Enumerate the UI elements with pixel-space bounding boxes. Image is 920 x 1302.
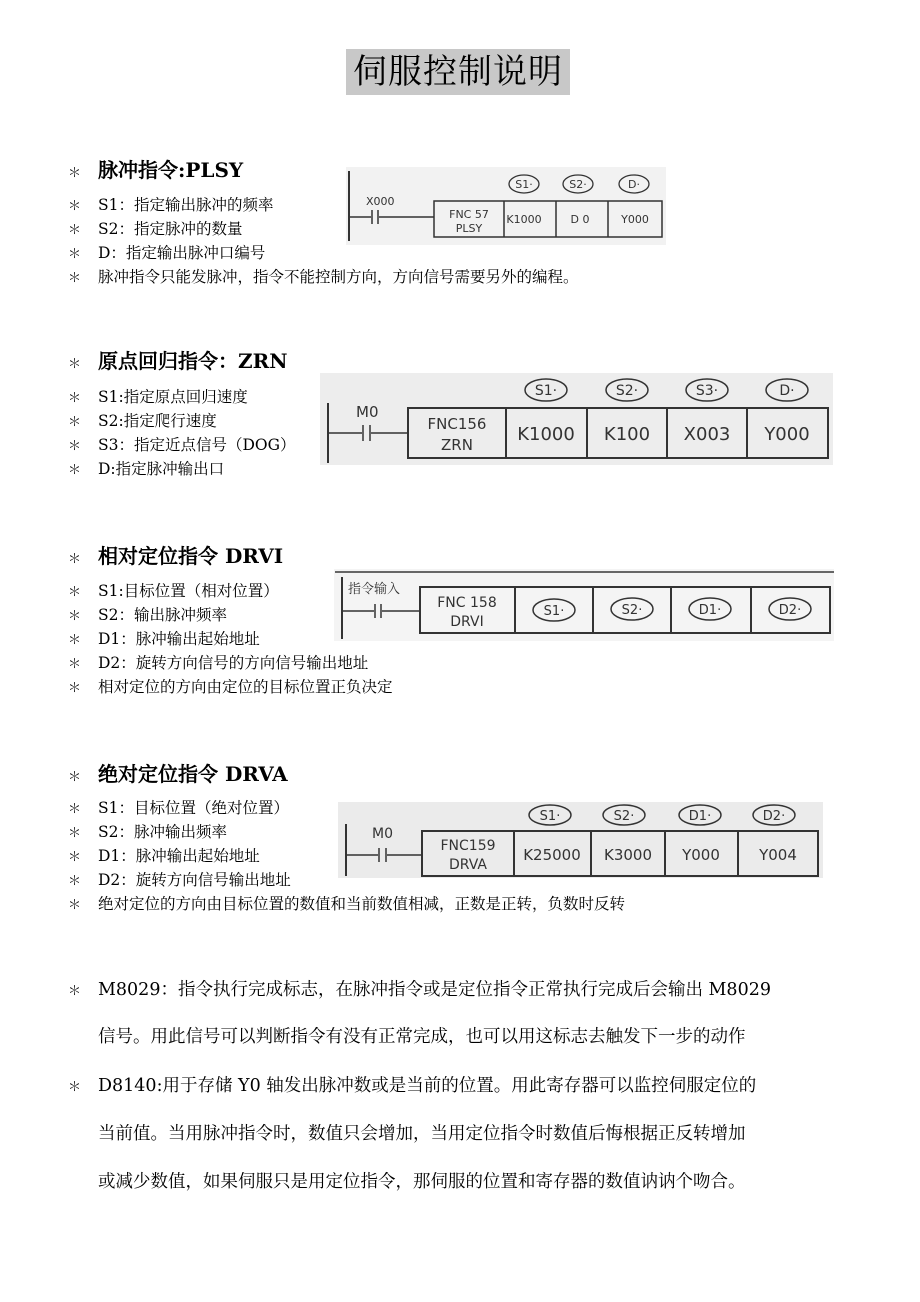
operand-tag: D2· (778, 603, 802, 618)
instruction-name: DRVI (450, 614, 484, 630)
section-heading-plsy: ＊ 脉冲指令:PLSY (68, 157, 243, 187)
bullet-icon: ＊ (68, 850, 82, 865)
fnc-code: FNC 57 (449, 208, 489, 221)
operand-tag: D· (628, 178, 640, 191)
bullet-icon: ＊ (68, 415, 82, 430)
operand-tag: D· (779, 383, 795, 399)
section-heading-zrn: ＊ 原点回归指令：ZRN (68, 348, 288, 378)
fnc-code: FNC159 (440, 838, 496, 854)
bullet-icon: ＊ (68, 657, 82, 672)
bullet-icon: ＊ (68, 223, 82, 238)
section-heading-drvi: ＊ 相对定位指令 DRVI (68, 543, 283, 573)
operand-value: K25000 (523, 846, 581, 864)
operand-tag: D1· (698, 603, 722, 618)
operand-tag: S1· (543, 604, 565, 619)
operand-value: X003 (683, 424, 731, 445)
bullet-icon: ＊ (68, 585, 82, 600)
operand-value: Y000 (621, 213, 649, 226)
operand-tag: S2· (569, 178, 587, 191)
operand-tag: D2· (762, 809, 786, 824)
list-item: ＊ S1:目标位置（相对位置） (68, 581, 279, 603)
operand-tag: S1· (515, 178, 533, 191)
list-item: ＊ D:指定脉冲输出口 (68, 459, 224, 481)
operand-value: Y004 (759, 846, 797, 864)
note-m8029-cont: 信号。用此信号可以判断指令有没有正常完成，也可以用这标志去触发下一步的动作 (98, 1027, 746, 1047)
section-heading-drva: ＊ 绝对定位指令 DRVA (68, 761, 288, 791)
list-item: ＊ D：指定输出脉冲口编号 (68, 243, 265, 265)
bullet-icon: ＊ (68, 770, 82, 785)
note-d8140-cont: 或减少数值，如果伺服只是用定位指令，那伺服的位置和寄存器的数值讷讷个吻合。 (98, 1172, 746, 1192)
bullet-icon: ＊ (68, 391, 82, 406)
operand-value: Y000 (764, 424, 810, 445)
operand-tag: S1· (539, 809, 561, 824)
bullet-icon: ＊ (68, 247, 82, 262)
ladder-diagram-zrn (320, 373, 833, 465)
operand-tag: S2· (615, 383, 639, 399)
operand-tag: D1· (688, 809, 712, 824)
bullet-icon: ＊ (68, 609, 82, 624)
list-item: ＊ S1：指定输出脉冲的频率 (68, 195, 273, 217)
list-item: ＊ S2：脉冲输出频率 (68, 822, 227, 844)
operand-value: Y000 (682, 846, 720, 864)
fnc-code: FNC156 (427, 415, 487, 433)
operand-value: K1000 (517, 424, 575, 445)
contact-label: X000 (366, 195, 395, 208)
bullet-icon: ＊ (68, 166, 82, 181)
list-item: ＊ S1:指定原点回归速度 (68, 387, 248, 409)
bullet-icon: ＊ (68, 681, 82, 696)
page-title: 伺服控制说明 (346, 49, 570, 95)
note-d8140-cont: 当前值。当用脉冲指令时，数值只会增加，当用定位指令时数值后悔根据正反转增加 (98, 1124, 746, 1144)
list-item: ＊ D1：脉冲输出起始地址 (68, 629, 260, 651)
list-item: ＊ S2：输出脉冲频率 (68, 605, 227, 627)
list-item: ＊ D2：旋转方向信号的方向信号输出地址 (68, 653, 368, 675)
note-d8140: ＊ D8140:用于存储 Y0 轴发出脉冲数或是当前的位置。用此寄存器可以监控伺服定位的 (68, 1076, 757, 1096)
bullet-icon: ＊ (68, 633, 82, 648)
bullet-icon: ＊ (68, 826, 82, 841)
list-item: ＊ 相对定位的方向由定位的目标位置正负决定 (68, 677, 393, 699)
bullet-icon: ＊ (68, 874, 82, 889)
ladder-diagram-drva (338, 802, 823, 878)
bullet-icon: ＊ (68, 802, 82, 817)
bullet-icon: ＊ (68, 271, 82, 286)
bullet-icon: ＊ (68, 898, 82, 913)
contact-label: M0 (372, 826, 393, 842)
instruction-name: PLSY (455, 222, 483, 235)
bullet-icon: ＊ (68, 463, 82, 478)
ladder-diagram-plsy (346, 167, 666, 245)
contact-label: M0 (356, 403, 379, 421)
list-item: ＊ S2:指定爬行速度 (68, 411, 217, 433)
list-item: ＊ 脉冲指令只能发脉冲，指令不能控制方向，方向信号需要另外的编程。 (68, 267, 579, 289)
bullet-icon: ＊ (68, 552, 82, 567)
bullet-icon: ＊ (68, 199, 82, 214)
operand-tag: S2· (613, 809, 635, 824)
fnc-code: FNC 158 (437, 595, 497, 611)
operand-tag: S3· (695, 383, 719, 399)
list-item: ＊ 绝对定位的方向由目标位置的数值和当前数值相减，正数是正转，负数时反转 (68, 894, 625, 916)
operand-value: D 0 (570, 213, 590, 226)
bullet-icon: ＊ (68, 439, 82, 454)
bullet-icon: ＊ (68, 357, 82, 372)
operand-tag: S1· (534, 383, 558, 399)
operand-tag: S2· (621, 603, 643, 618)
bullet-icon: ＊ (68, 1080, 82, 1095)
list-item: ＊ D2：旋转方向信号输出地址 (68, 870, 291, 892)
operand-value: K100 (603, 424, 651, 445)
contact-label: 指令输入 (348, 582, 401, 597)
list-item: ＊ S3：指定近点信号（DOG） (68, 435, 296, 457)
instruction-name: DRVA (448, 857, 488, 873)
operand-value: K1000 (506, 213, 542, 226)
list-item: ＊ S2：指定脉冲的数量 (68, 219, 242, 241)
list-item: ＊ S1：目标位置（绝对位置） (68, 798, 289, 820)
instruction-name: ZRN (441, 436, 473, 454)
ladder-diagram-drvi (334, 569, 834, 641)
list-item: ＊ D1：脉冲输出起始地址 (68, 846, 260, 868)
note-m8029: ＊ M8029：指令执行完成标志，在脉冲指令或是定位指令正常执行完成后会输出 M8029 (68, 980, 771, 1000)
bullet-icon: ＊ (68, 984, 82, 999)
operand-value: K3000 (603, 846, 653, 864)
